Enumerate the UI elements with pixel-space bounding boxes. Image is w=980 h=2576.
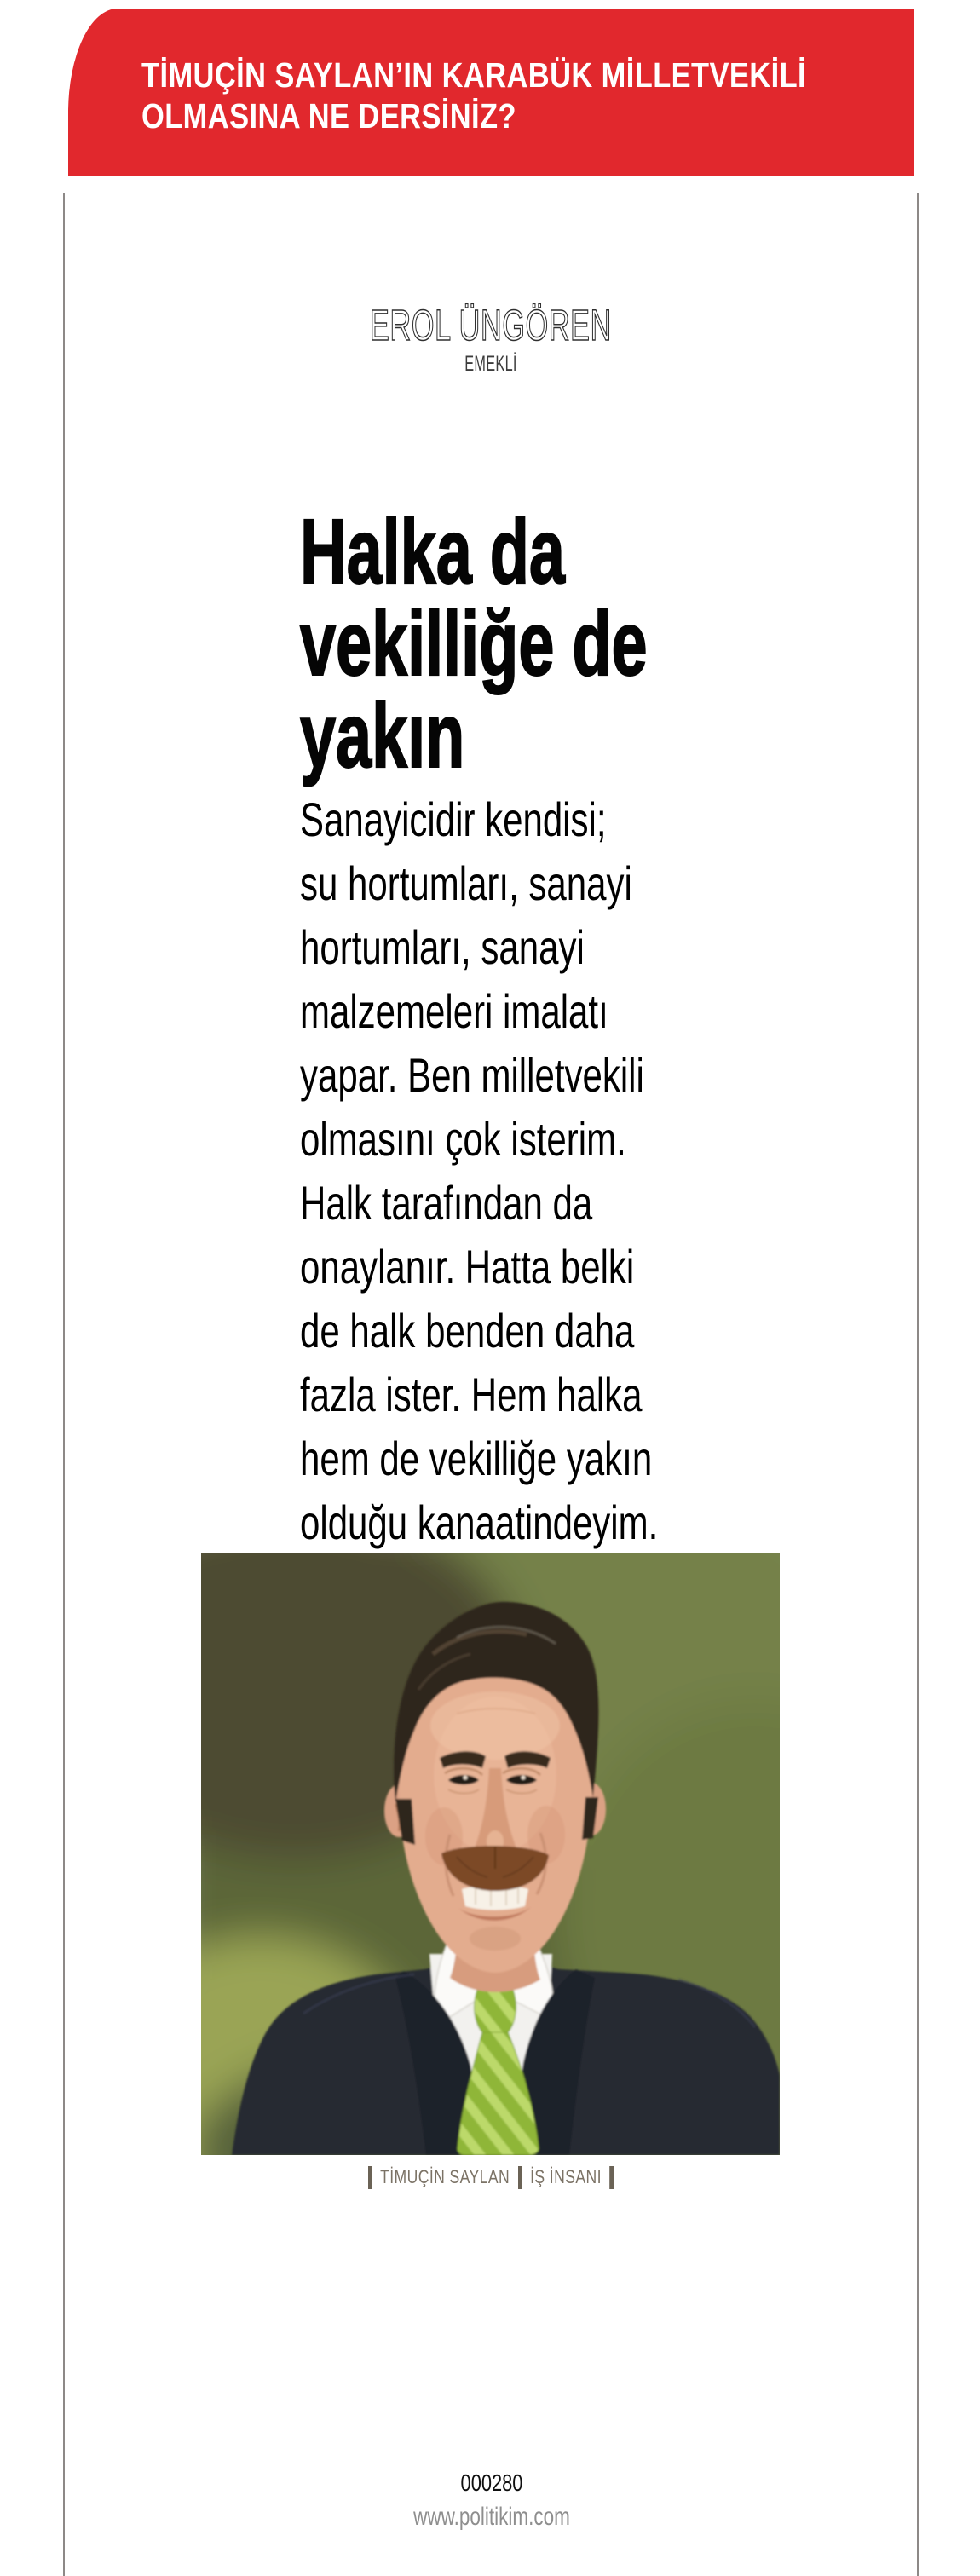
respondent-name: EROL ÜNGÖREN [370,301,612,349]
body-line: Halk tarafından da [300,1176,593,1230]
body-line: Sanayicidir kendisi; [300,792,607,846]
card-left-border [63,193,65,2576]
caption-divider-bar [518,2166,522,2189]
question-banner [68,9,914,176]
respondent-title: EMEKLİ [464,352,517,376]
body-line: su hortumları, sanayi [300,856,632,910]
body-line: hem de vekilliğe yakın [300,1432,653,1485]
quote-headline [300,499,648,787]
respondent-block [63,303,919,375]
quote-body [300,787,658,1554]
portrait-illustration [201,1553,780,2155]
body-line: olduğu kanaatindeyim. [300,1495,659,1549]
body-line: fazla ister. Hem halka [300,1368,643,1421]
headline-line: Halka da [300,499,565,602]
banner-question-line2: OLMASINA NE DERSİNİZ? [141,96,516,135]
caption-subject-name: TİMUÇİN SAYLAN [380,2166,510,2187]
caption-divider-bar [368,2166,372,2189]
banner-question [141,55,806,136]
banner-question-line1: TİMUÇİN SAYLAN’IN KARABÜK MİLLETVEKİLİ [141,55,807,95]
caption-subject-role: İŞ İNSANI [530,2166,602,2187]
body-line: onaylanır. Hatta belki [300,1240,635,1294]
website-url: www.politikim.com [413,2503,570,2531]
headline-line: vekilliğe de [300,591,648,694]
headline-line: yakın [300,683,465,787]
body-line: olmasını çok isterim. [300,1112,626,1166]
photo-caption [146,2165,836,2189]
caption-divider-bar [609,2166,614,2189]
body-line: hortumları, sanayi [300,920,585,974]
body-line: malzemeleri imalatı [300,984,608,1038]
serial-number: 000280 [460,2469,523,2496]
portrait-photo [201,1553,780,2155]
body-line: yapar. Ben milletvekili [300,1048,644,1102]
card-right-border [917,193,919,2576]
body-line: de halk benden daha [300,1304,635,1357]
